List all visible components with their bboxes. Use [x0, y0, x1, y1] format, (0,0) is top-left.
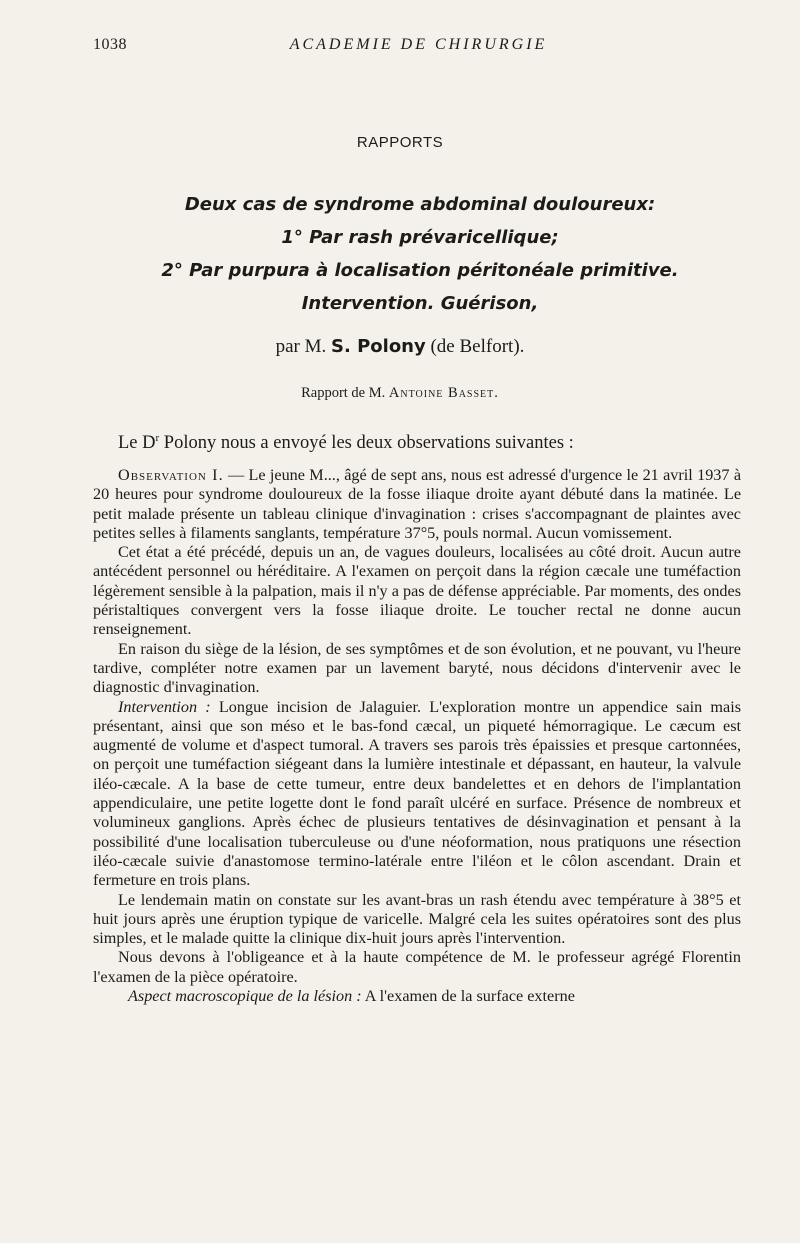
paragraph-history: Cet état a été précédé, depuis un an, de vagues douleurs, localisées au côté droit. Aucun autre antécédent personnel ou héréditaire. A l'examen on perçoit dans la région cæcale une tuméfaction légèrement sensible à la palpation, mais il n'y a pas de défense appréciable. Par moments, des ondes péristaltiques convergent vers la fosse iliaque droite. Le toucher rectal ne donne aucun renseignement.: [93, 543, 741, 639]
intervention-label: Intervention :: [118, 697, 211, 716]
paragraph-text: — Le jeune M..., âgé de sept ans, nous est adressé d'urgence le 21 avril 1937 à 20 heures pour syndrome douloureux de la fosse iliaque droite ayant débuté dans la matinée. Le petit malade présente un tableau clinique d'invagination : crises s'accompagnant de plaintes avec petites selles à filaments sanglants, température 37°5, pouls normal. Aucun vomissement.: [93, 466, 741, 542]
author-name: S. Polony: [331, 336, 426, 357]
intro-paragraph: [118, 432, 718, 454]
paragraph-acknowledgment: Nous devons à l'obligeance et à la haute compétence de M. le professeur agrégé Florentin l'examen de la pièce opératoire.: [93, 948, 741, 986]
intro-text-a: Le D: [118, 433, 156, 454]
paragraph-intervention: [93, 698, 741, 891]
rapport-prefix: Rapport de M.: [301, 385, 389, 401]
page-number: 1038: [93, 36, 127, 53]
paragraph-observation-1: [93, 466, 741, 543]
running-header: [93, 36, 744, 60]
intro-text-b: Polony nous a envoyé les deux observations suivantes :: [159, 433, 574, 454]
title-line-4: Intervention. Guérison,: [301, 293, 539, 314]
paragraph-text: Longue incision de Jalaguier. L'exploration montre un appendice sain mais présentant, ainsi que son méso et le bas-fond cæcal, un piqueté hémorragique. Le cæcum est augmenté de volume et d'aspect tumoral. A travers ses parois très épaissies et presque cartonnées, on perçoit une tuméfaction siégeant dans la lumière intestinale et dépassant, en hauteur, la valvule iléo-cæcale. A la base de cette tumeur, entre deux bandelettes et en dehors de l'implantation appendiculaire, une petite logette dont le fond paraît ulcéré en surface. Présence de nombreux et volumineux ganglions. Après échec de plusieurs tentatives de désinvagination et pensant à la possibilité d'une localisation tuberculeuse ou d'une néoformation, nous pratiquons une résection iléo-cæcale suivie d'anastomose termino-latérale entre l'iléon et le côlon ascendant. Drain et fermeture en trois plans.: [93, 697, 741, 890]
author-prefix: par M.: [275, 336, 332, 357]
paragraph-followup: Le lendemain matin on constate sur les avant-bras un rash étendu avec température à 38°5 et huit jours après une éruption typique de varicelle. Malgré cela les suites opératoires sont des plus simples, et le malade quitte la clinique dix-huit jours après l'intervention.: [93, 890, 741, 948]
title-line-3: 2° Par purpura à localisation péritonéale primitive.: [161, 260, 679, 281]
author-line: [0, 336, 800, 358]
paragraph-macroscopic: [93, 987, 741, 1006]
article-title: [90, 188, 750, 320]
observation-label: Observation I.: [118, 466, 224, 484]
title-line-1: Deux cas de syndrome abdominal douloureux:: [184, 194, 656, 215]
article-body: [93, 466, 741, 1006]
paragraph-text: A l'examen de la surface externe: [361, 987, 575, 1006]
rapport-line: [0, 385, 800, 402]
title-line-2: 1° Par rash prévaricellique;: [281, 227, 559, 248]
rapporteur-name: Antoine Basset.: [388, 385, 499, 401]
journal-title: ACADEMIE DE CHIRURGIE: [289, 36, 548, 53]
author-suffix: (de Belfort).: [425, 336, 525, 357]
intro-sup: r: [155, 432, 160, 444]
macroscopic-label: Aspect macroscopique de la lésion :: [128, 987, 362, 1006]
paragraph-decision: En raison du siège de la lésion, de ses symptômes et de son évolution, et ne pouvant, vu l'heure tardive, compléter notre examen par un lavement baryté, nous décidons d'intervenir avec le diagnostic d'invagination.: [93, 639, 741, 697]
section-title: RAPPORTS: [356, 134, 444, 151]
